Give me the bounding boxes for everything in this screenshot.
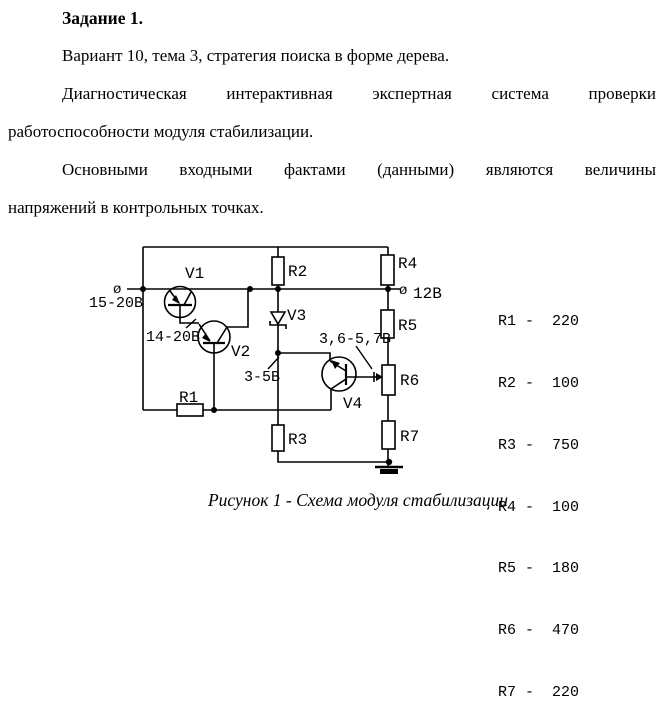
- v2-emitter-arrow: [202, 333, 210, 342]
- label-v3: V3: [287, 307, 307, 325]
- paragraph-facts-line2: напряжений в контрольных точках.: [8, 198, 264, 217]
- voltage-v4-base: 3,6-5,7В: [319, 331, 392, 348]
- resistor-value-r1: R1 - 220: [498, 313, 580, 331]
- paragraph-system-line1: Диагностическая интерактивная экспертная система проверки: [62, 84, 656, 103]
- resistor-r4-body: [381, 255, 394, 285]
- label-r7: R7: [400, 428, 420, 446]
- voltage-input: 15-20В: [89, 295, 144, 312]
- voltage-after-v1: 14-20В: [146, 329, 201, 346]
- label-v2: V2: [231, 343, 251, 361]
- resistor-value-r6: R6 - 470: [498, 622, 580, 640]
- ground-symbol: [375, 467, 403, 472]
- output-diameter-icon: ø: [399, 283, 408, 299]
- label-v1: V1: [185, 265, 205, 283]
- figure-caption: Рисунок 1 - Схема модуля стабилизации: [207, 490, 509, 510]
- label-r4: R4: [398, 255, 418, 273]
- paragraph-variant: Вариант 10, тема 3, стратегия поиска в форме дерева.: [62, 46, 450, 65]
- paragraph-facts-line1: Основными входными фактами (данными) являются величины: [62, 160, 656, 179]
- resistor-r6-body: [382, 365, 395, 395]
- transistor-v4-symbol: [322, 357, 356, 391]
- label-r2: R2: [288, 263, 308, 281]
- resistor-r2-body: [272, 257, 284, 285]
- voltage-reference: 3-5В: [244, 369, 281, 386]
- resistor-value-r2: R2 - 100: [498, 374, 580, 392]
- resistor-value-r5: R5 - 180: [498, 560, 580, 578]
- task-title: Задание 1.: [62, 8, 144, 28]
- v4-emitter-arrow: [331, 360, 340, 369]
- resistor-r3-body: [272, 425, 284, 451]
- resistor-value-r7: R7 - 220: [498, 683, 580, 701]
- voltage-output: 12В: [413, 285, 442, 303]
- paragraph-system-line2: работоспособности модуля стабилизации.: [8, 122, 314, 141]
- resistor-r7-body: [382, 421, 395, 449]
- label-r3: R3: [288, 431, 308, 449]
- label-r5: R5: [398, 317, 418, 335]
- resistor-value-r4: R4 - 100: [498, 498, 580, 516]
- wires: [127, 247, 400, 467]
- resistor-value-r3: R3 - 750: [498, 436, 580, 454]
- label-v4: V4: [343, 395, 363, 413]
- label-r6: R6: [400, 372, 420, 390]
- label-r1: R1: [179, 389, 199, 407]
- input-diameter-icon: ø: [113, 282, 122, 298]
